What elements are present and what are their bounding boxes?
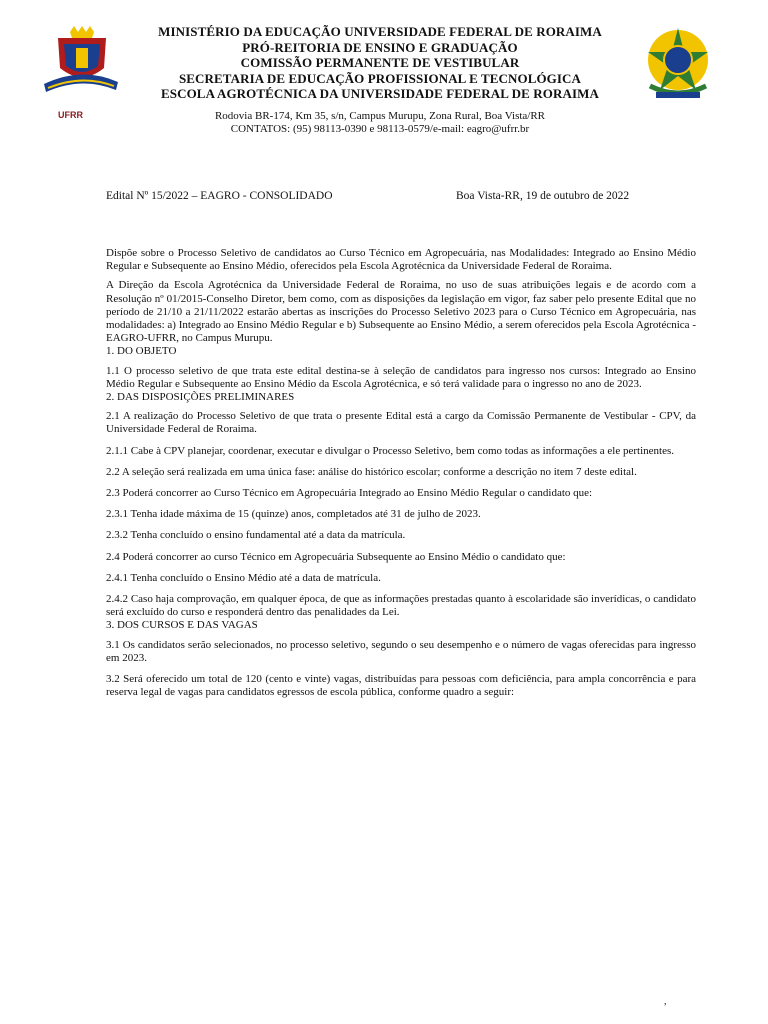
address-line: Rodovia BR-174, Km 35, s/n, Campus Murupu, Zona Rural, Boa Vista/RR [214,110,546,122]
header-line-secretaria: SECRETARIA DE EDUCAÇÃO PROFISSIONAL E TECNOLÓGICA [178,70,582,86]
place-date: Boa Vista-RR, 19 de outubro de 2022 [456,190,630,202]
clause-2-4-1: 2.4.1 Tenha concluído o Ensino Médio até a data de matrícula. [106,571,381,584]
clause-2-3-2: 2.3.2 Tenha concluído o ensino fundamental até a data da matrícula. [106,529,406,542]
clause-2-1: 2.1 A realização do Processo Seletivo de que trata o presente Edital está a cargo da Comissão Permanente de Vestibular - CPV, da Universidade Federal de Roraima. [106,410,696,436]
ufrr-logo-caption: UFRR [58,110,83,120]
edital-number: Edital Nº 15/2022 – EAGRO - CONSOLIDADO [106,190,333,202]
clause-1-1: 1.1 O processo seletivo de que trata este edital destina-se à seleção de candidatos para ingresso nos cursos: Integrado ao Ensino Médio Regular e Subsequente ao Ensino Médio da Escola Agrotécnica, e só terá validade para o ingresso no ano de 2023. [106,364,696,390]
contacts-line: CONTATOS: (95) 98113-0390 e 98113-0579/e-mail: eagro@ufrr.br [230,123,530,135]
page-mark: , [664,996,667,1007]
section-1-title: 1. DO OBJETO [106,345,177,358]
ementa-paragraph: Dispõe sobre o Processo Seletivo de candidatos ao Curso Técnico em Agropecuária, nas Modalidades: Integrado ao Ensino Médio Regular e Subsequente ao Ensino Médio, oferecidos pela Escola Agrotécnica da Universidade Federal de Roraima. [106,247,696,273]
coat-of-arms-icon [636,22,720,106]
ufrr-logo-icon [38,24,122,108]
header-line-escola: ESCOLA AGROTÉCNICA DA UNIVERSIDADE FEDERAL DE RORAIMA [161,86,599,101]
section-3-title: 3. DOS CURSOS E DAS VAGAS [106,619,258,632]
clause-3-2: 3.2 Será oferecido um total de 120 (cento e vinte) vagas, distribuídas para pessoas com deficiência, para ampla concorrência e para reserva legal de vagas para candidatos egressos de escola pública, conforme quadro a seguir: [106,673,696,699]
clause-2-3: 2.3 Poderá concorrer ao Curso Técnico em Agropecuária Integrado ao Ensino Médio Regular o candidato que: [106,487,593,500]
clause-2-1-1: 2.1.1 Cabe à CPV planejar, coordenar, executar e divulgar o Processo Seletivo, bem como todas as informações a ele pertinentes. [106,444,674,457]
header-line-pro-reitoria: PRÓ-REITORIA DE ENSINO E GRADUAÇÃO [242,39,518,55]
clause-3-1: 3.1 Os candidatos serão selecionados, no processo seletivo, segundo o seu desempenho e o número de vagas oferecidas para ingresso em 2023. [106,638,696,664]
institution-header [140,24,620,102]
section-2-title: 2. DAS DISPOSIÇÕES PRELIMINARES [106,391,295,404]
intro-paragraph: A Direção da Escola Agrotécnica da Universidade Federal de Roraima, no uso de suas atribuições legais e de acordo com a Resolução nº 01/2015-Conselho Diretor, bem como, com as disposições da legislação em vigor, faz saber pelo presente Edital que no período de 21/10 a 21/11/2022 estarão abertas as inscrições do Processo Seletivo 2023 para o Curso Técnico em Agropecuária, nas modalidades: a) Integrado ao Ensino Médio Regular e b) Subsequente ao Ensino Médio, a serem oferecidos pela Escola Agrotécnica - EAGRO-UFRR, no Campus Murupu. [106,279,696,345]
clause-2-4: 2.4 Poderá concorrer ao curso Técnico em Agropecuária Subsequente ao Ensino Médio o candidato que: [106,550,566,563]
clause-2-4-2: 2.4.2 Caso haja comprovação, em qualquer época, de que as informações prestadas quanto à escolaridade são inverídicas, o candidato será excluído do curso e responderá dentro das penalidades da Lei. [106,593,696,619]
header-line-comissao: COMISSÃO PERMANENTE DE VESTIBULAR [240,55,520,70]
document-body [106,247,696,699]
clause-2-3-1: 2.3.1 Tenha idade máxima de 15 (quinze) anos, completados até 31 de julho de 2023. [106,508,481,521]
contact-block [150,110,610,136]
header-line-ministerio: MINISTÉRIO DA EDUCAÇÃO UNIVERSIDADE FEDERAL DE RORAIMA [158,24,602,39]
clause-2-2: 2.2 A seleção será realizada em uma única fase: análise do histórico escolar; conforme a descrição no item 7 deste edital. [106,465,637,478]
